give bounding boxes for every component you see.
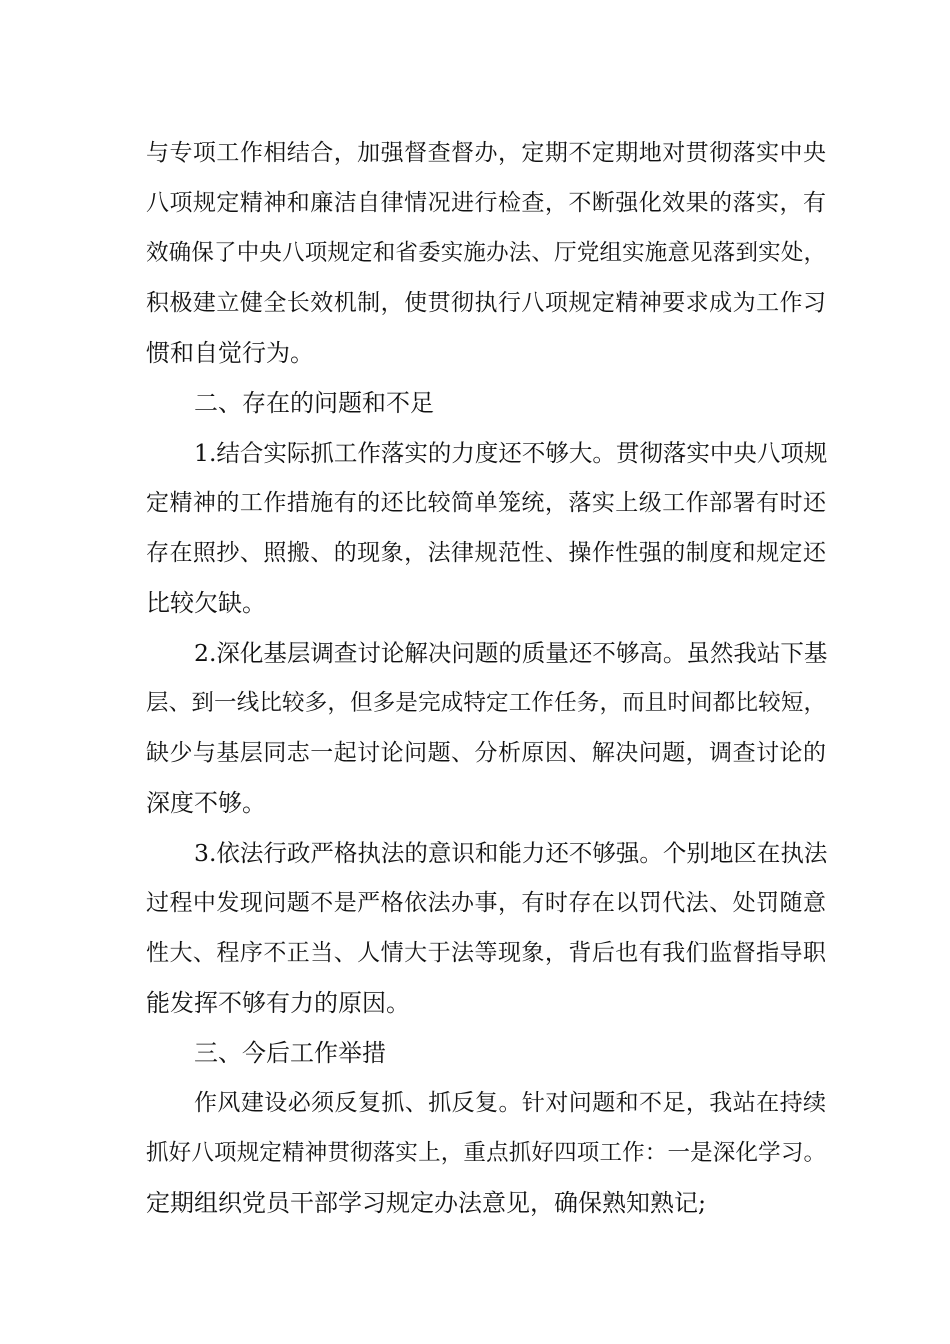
document-line: 深度不够。 (146, 789, 266, 817)
document-line: 效确保了中央八项规定和省委实施办法、厅党组实施意见落到实处， (146, 240, 826, 266)
document-line: 与专项工作相结合，加强督查督办，定期不定期地对贯彻落实中央 (146, 140, 826, 166)
document-line: 过程中发现问题不是严格依法办事，有时存在以罚代法、处罚随意 (146, 890, 826, 916)
document-line: 积极建立健全长效机制，使贯彻执行八项规定精神要求成为工作习 (146, 290, 826, 316)
document-line: 作风建设必须反复抓、抓反复。针对问题和不足，我站在持续 (194, 1090, 826, 1116)
document-line: 定精神的工作措施有的还比较简单笼统，落实上级工作部署有时还 (146, 490, 826, 516)
document-line: 能发挥不够有力的原因。 (146, 989, 410, 1017)
document-body (146, 128, 826, 1228)
document-line: 八项规定精神和廉洁自律情况进行检查，不断强化效果的落实，有 (146, 190, 826, 216)
document-line: 3.依法行政严格执法的意识和能力还不够强。个别地区在执法 (194, 839, 828, 867)
document-line: 定期组织党员干部学习规定办法意见，确保熟知熟记; (146, 1189, 707, 1217)
document-line: 存在照抄、照搬、的现象，法律规范性、操作性强的制度和规定还 (146, 540, 826, 566)
document-line: 比较欠缺。 (146, 589, 266, 617)
document-line: 二、存在的问题和不足 (194, 389, 434, 417)
document-line: 层、到一线比较多，但多是完成特定工作任务，而且时间都比较短， (146, 690, 826, 716)
document-line: 2.深化基层调查讨论解决问题的质量还不够高。虽然我站下基 (194, 639, 828, 667)
document-line: 性大、程序不正当、人情大于法等现象，背后也有我们监督指导职 (146, 940, 826, 966)
document-line: 抓好八项规定精神贯彻落实上，重点抓好四项工作：一是深化学习。 (146, 1140, 826, 1166)
document-line: 三、今后工作举措 (194, 1039, 386, 1067)
document-line: 惯和自觉行为。 (146, 339, 314, 367)
document-line: 缺少与基层同志一起讨论问题、分析原因、解决问题，调查讨论的 (146, 740, 826, 766)
document-line: 1.结合实际抓工作落实的力度还不够大。贯彻落实中央八项规 (194, 439, 828, 467)
